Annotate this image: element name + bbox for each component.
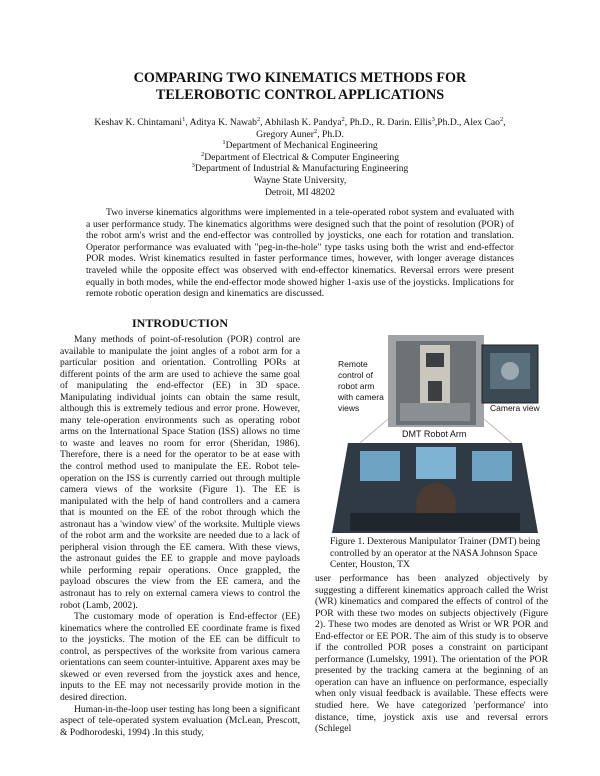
abstract: Two inverse kinematics algorithms were implemented in a tele-operated robot system and evaluated with a user performance study. The kinematics algorithms were designed such that the point of resolution (POR) of the robot arm's wrist and the end-effector was controlled by joysticks, one each for rotation and translation. Operator performance was evaluated with "peg-in-the-hole" type tasks using both the wrist and end-effector POR modes. Wrist kinematics resulted in faster performance times, however, with longer average distances traveled while the opposite effect was observed with end-effector kinematics. Reversal errors were present equally in both modes, while the end-effector mode showed higher 1-axis use of the joysticks. Implications for remote robotic operation design and kinematics are discussed. — [86, 207, 514, 300]
robot-arm-joint — [426, 353, 444, 367]
author-line-1: Keshav K. Chintamani$^1$, Aditya K. Nawab$^2$, Abhilash K. Pandya$^2$, Ph.D., R. Darin. Ellis$^3$,Ph.D., Alex Cao$^2$, — [94, 115, 506, 128]
monitor-left — [360, 451, 400, 481]
left-column — [60, 334, 300, 738]
paragraph: user performance has been analyzed objectively by suggesting a different kinematics approach called the Wrist (WR) kinematics and compared the effects of control of the POR with these two modes on subjects objectively (Figure 2). These two modes are denoted as Wrist or WR POR and End-effector or EE POR. The aim of this study is to observe if the controlled POR poses a constraint on participant performance (Lumelsky, 1991). The orientation of the POR presented by the tracking camera at the beginning of an operation can have an influence on performance, especially when only visual feedback is available. These effects were studied here. We have categorized 'performance' into distance, time, joystick axis use and reversal errors (Schlegel — [315, 573, 548, 735]
section-heading-introduction: INTRODUCTION — [131, 316, 228, 330]
author-line-2: Gregory Auner$^2$, Ph.D. — [256, 127, 344, 140]
affiliation-2: $^2$Department of Electrical & Computer Engineering — [201, 150, 399, 163]
monitor-center — [416, 447, 456, 479]
figure-label-remote-2: control of — [338, 370, 373, 380]
robot-arm-joint-lower — [428, 381, 442, 401]
figure-1-caption: Figure 1. Dexterous Manipulator Trainer (DMT) being controlled by an operator at the NASA Johnson Space Center, Houston, TX — [330, 536, 541, 571]
paper-title — [0, 70, 600, 104]
figure-label-camera-view: Camera view — [490, 403, 540, 413]
figure-1-image — [330, 333, 540, 533]
affiliation-3: $^3$Department of Industrial & Manufacturing Engineering — [191, 162, 409, 175]
title-line-1: COMPARING TWO KINEMATICS METHODS FOR — [133, 70, 467, 86]
university: Wayne State University, — [253, 174, 347, 186]
paragraph: Many methods of point-of-resolution (POR) control are available to manipulate the joint angles of a robot arm for a particular position and orientation. Controlling PORs at different points of the arm are used to achieve the same goal of manipulating the end-effector (EE) in 3D space. Manipulating individual joints can obtain the same result, although this is extremely tedious and error prone. However, many tele-operation environments such as operating robot arms on the International Space Station (ISS) allows no time to waste and leaves no room for error (Sheridan, 1986). Therefore, there is a need for the operator to be at ease with the control method used to manipulate the EE. Robot tele-operation on the ISS is currently carried out through multiple camera views of the worksite (Figure 1). The EE is manipulated with the help of hand controllers and a camera that is mounted on the EE of the robot through which the astronaut has a 'window view' of the worksite. Multiple views of the robot arm and the worksite are needed due to a lack of peripheral vision through the EE camera. With these views, the astronaut guides the EE to grapple and move payloads while performing repair operations. Once grappled, the payload obscures the view from the EE camera, and the astronaut has to rely on external camera views to control the robot (Lamb, 2002). — [60, 334, 300, 611]
paragraph: Human-in-the-loop user testing has long been a significant aspect of tele-operated system evaluation (McLean, Prescott, & Podhorodeski, 1994) .In this study, — [60, 703, 300, 738]
title-line-2: TELEROBOTIC CONTROL APPLICATIONS — [155, 87, 445, 103]
monitor-right — [472, 451, 512, 481]
figure-label-dmt-robot-arm: DMT Robot Arm — [402, 429, 467, 439]
camera-view-target — [501, 362, 519, 380]
robot-arm-base — [400, 403, 470, 421]
figure-collage — [330, 333, 540, 533]
figure-label-remote-4: with camera — [338, 392, 384, 402]
figure-label-remote-3: robot arm — [338, 381, 375, 391]
city: Detroit, MI 48202 — [264, 186, 336, 198]
figure-label-remote-1: Remote — [338, 359, 368, 369]
author-block — [70, 117, 530, 198]
control-console — [350, 513, 520, 531]
affiliation-1: $^1$Department of Mechanical Engineering — [222, 139, 378, 152]
right-column — [315, 573, 548, 735]
figure-label-remote-5: views — [338, 403, 360, 413]
paragraph: The customary mode of operation is End-effector (EE) kinematics where the controlled EE coordinate frame is fixed to the joysticks. The motion of the EE can be difficult to control, as perspectives of the worksite from various camera orientations can seem counter-intuitive. Apparent axes may be skewed or even reversed from the joystick axes and hence, inputs to the EE may not necessarily provide motion in the desired direction. — [60, 611, 300, 703]
